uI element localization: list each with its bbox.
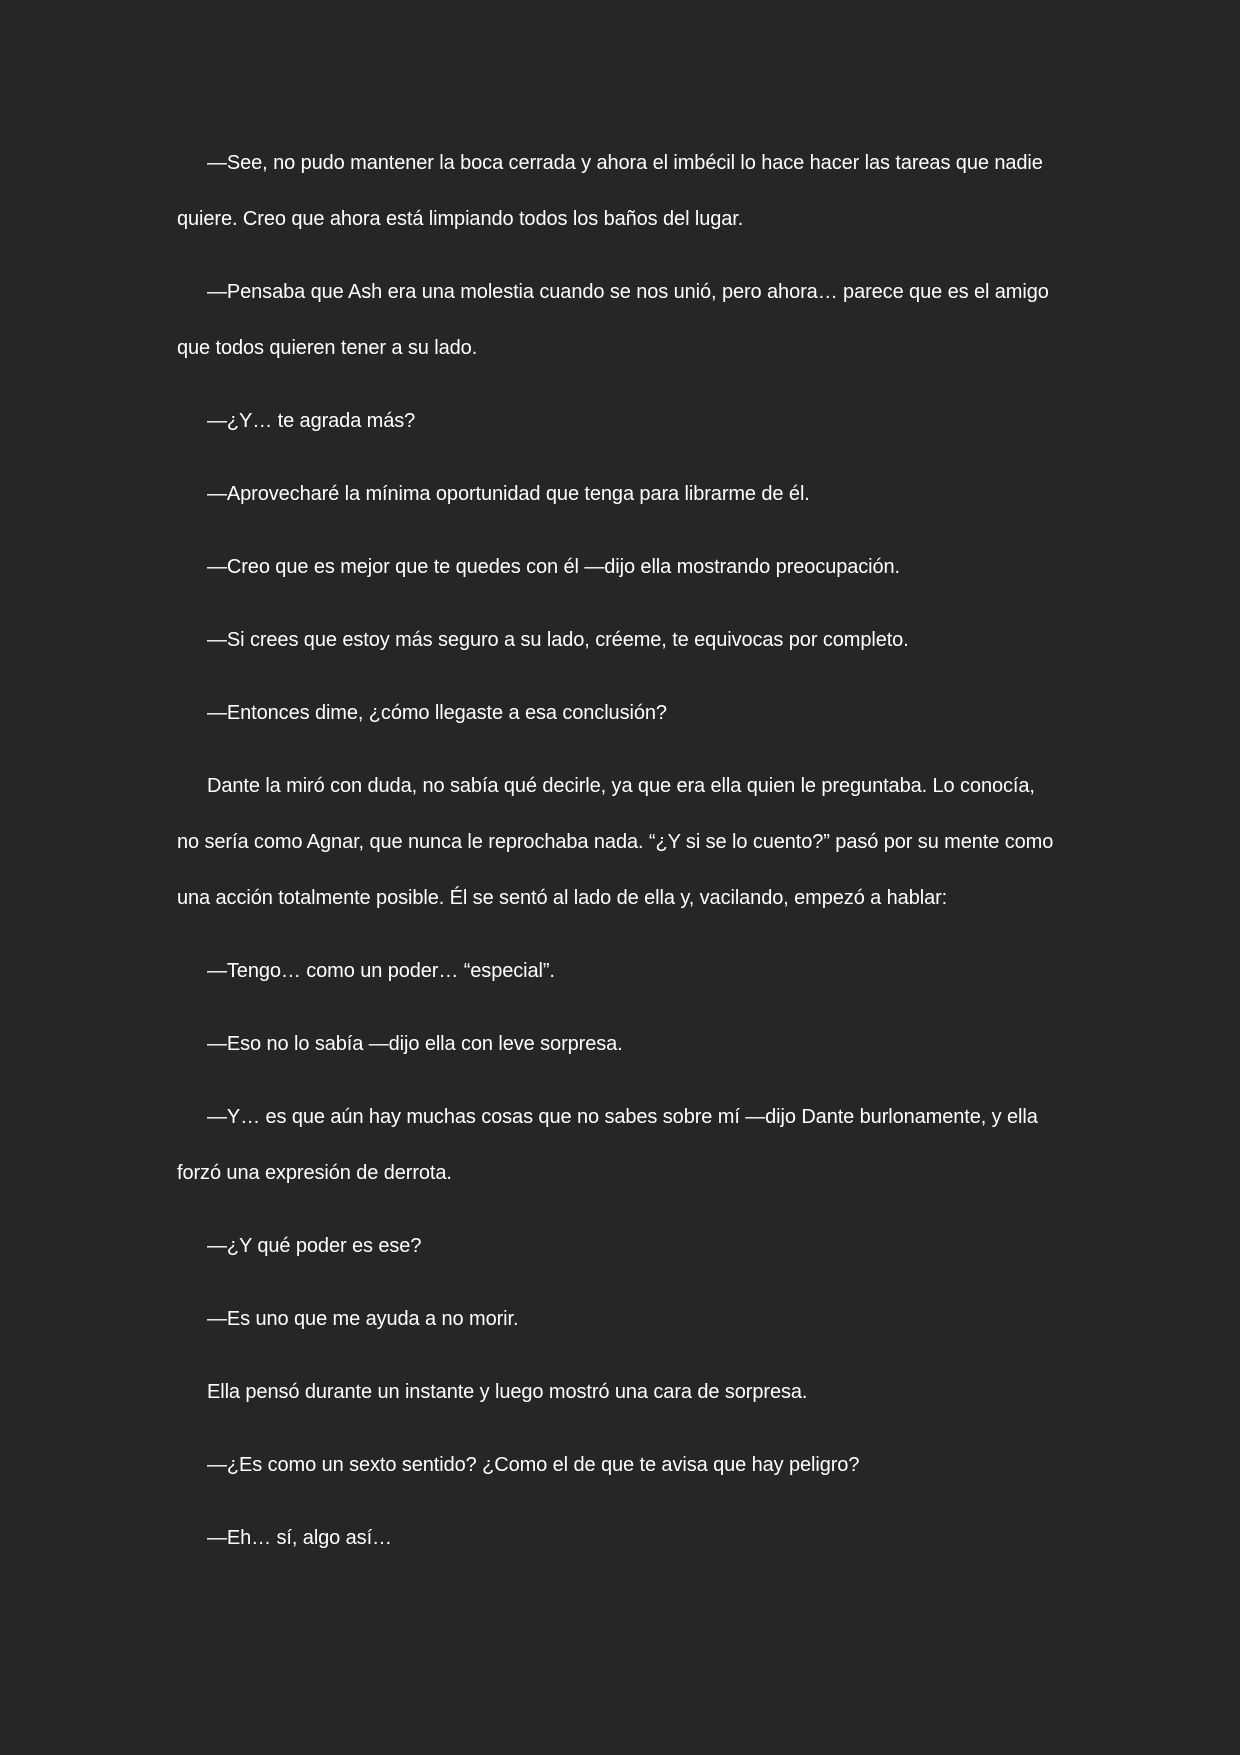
- paragraph-5: —Creo que es mejor que te quedes con él —dijo ella mostrando preocupación.: [207, 556, 901, 578]
- paragraph-2: —Pensaba que Ash era una molestia cuando se nos unió, pero ahora… parece que es el amigo que todos quieren tener a su lado.: [177, 281, 1049, 359]
- paragraph-16: —Eh… sí, algo así…: [207, 1527, 392, 1549]
- paragraph-11: —Y… es que aún hay muchas cosas que no sabes sobre mí —dijo Dante burlonamente, y ella forzó una expresión de derrota.: [177, 1106, 1038, 1184]
- paragraph-6: —Si crees que estoy más seguro a su lado, créeme, te equivocas por completo.: [207, 629, 909, 651]
- document-page: [177, 135, 1062, 1615]
- paragraph-9: —Tengo… como un poder… “especial”.: [207, 960, 555, 982]
- paragraph-10: —Eso no lo sabía —dijo ella con leve sorpresa.: [207, 1033, 623, 1055]
- paragraph-13: —Es uno que me ayuda a no morir.: [207, 1308, 519, 1330]
- paragraph-8: Dante la miró con duda, no sabía qué decirle, ya que era ella quien le preguntaba. Lo conocía, no sería como Agnar, que nunca le reprochaba nada. “¿Y si se lo cuento?” pasó por su mente como una acción totalmente posible. Él se sentó al lado de ella y, vacilando, empezó a hablar:: [177, 775, 1054, 909]
- paragraph-12: —¿Y qué poder es ese?: [207, 1235, 422, 1257]
- paragraph-1: —See, no pudo mantener la boca cerrada y ahora el imbécil lo hace hacer las tareas que nadie quiere. Creo que ahora está limpiando todos los baños del lugar.: [177, 152, 1043, 230]
- paragraph-3: —¿Y… te agrada más?: [207, 410, 416, 432]
- paragraph-14: Ella pensó durante un instante y luego mostró una cara de sorpresa.: [207, 1381, 808, 1403]
- paragraph-4: —Aprovecharé la mínima oportunidad que tenga para librarme de él.: [207, 483, 810, 505]
- paragraph-7: —Entonces dime, ¿cómo llegaste a esa conclusión?: [207, 702, 667, 724]
- paragraph-15: —¿Es como un sexto sentido? ¿Como el de que te avisa que hay peligro?: [207, 1454, 860, 1476]
